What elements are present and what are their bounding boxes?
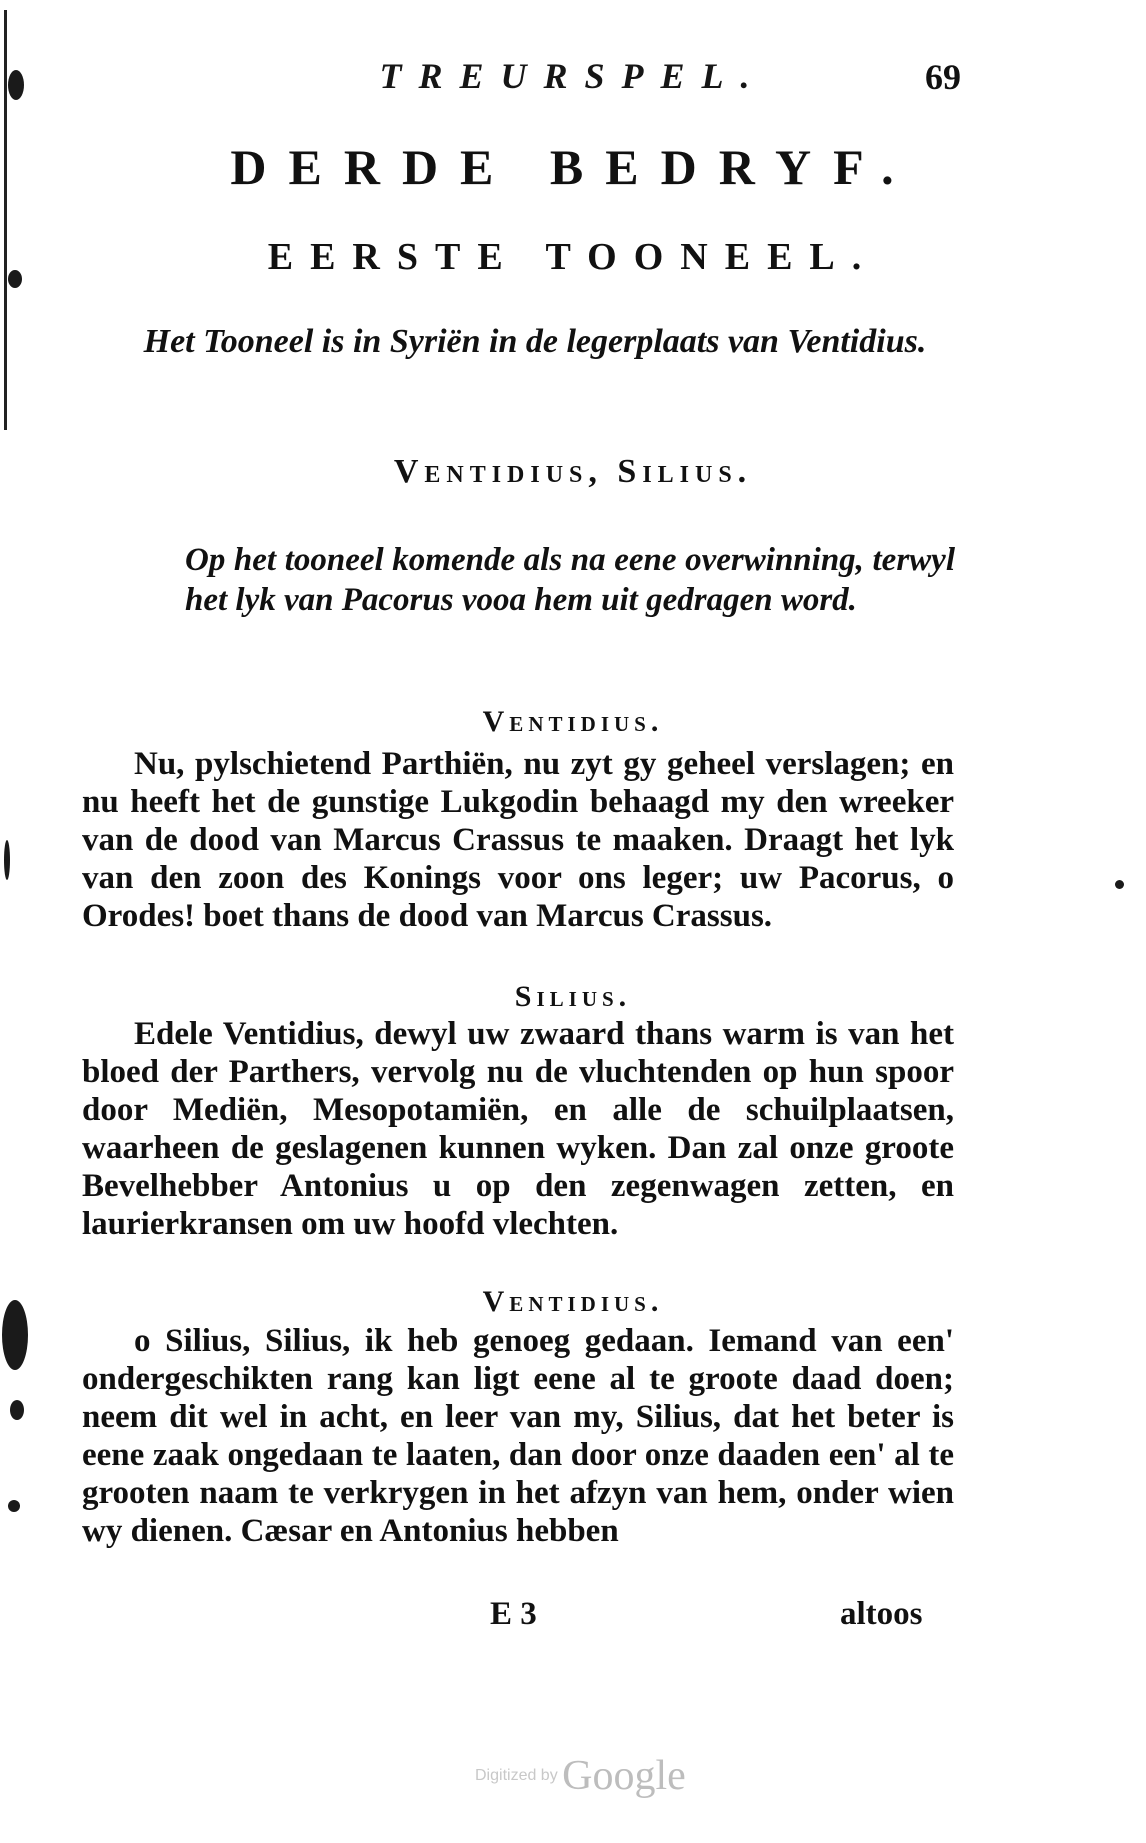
- stage-direction: Op het tooneel komende als na eene overwinning, terwyl het lyk van Pacorus vooa hem uit gedragen word.: [185, 542, 955, 618]
- scan-speck: [8, 1500, 20, 1512]
- scan-speck: [10, 1400, 24, 1420]
- page-number: 69: [925, 57, 961, 97]
- digitization-watermark: [475, 1752, 686, 1800]
- scan-speck: [1115, 880, 1124, 889]
- page-foot: [0, 1596, 1146, 1636]
- digitized-by-label: Digitized by: [475, 1767, 558, 1784]
- speaker-ventidius: Ventidius.: [482, 1285, 664, 1318]
- google-logo: Google: [562, 1753, 686, 1799]
- scene-setting: Het Tooneel is in Syriën in de legerplaats van Ventidius.: [143, 323, 927, 360]
- scene-title: EERSTE TOONEEL.: [267, 236, 879, 278]
- catchword: altoos: [840, 1596, 923, 1632]
- scan-speck: [4, 840, 10, 880]
- speaker-silius: Silius.: [514, 980, 632, 1013]
- speech-ventidius-2: o Silius, Silius, ik heb genoeg gedaan. Iemand van een' ondergeschikten rang kan ligt eene al te groote daad doen; neem dit wel in acht, en leer van my, Silius, dat het beter is eene zaak ongedaan te laaten, dan door onze daaden een' al te grooten naam te verkrygen in het afzyn van hem, onder wien wy dienen. Cæsar en Antonius hebben: [82, 1323, 954, 1549]
- characters-list: Ventidius, Silius.: [393, 453, 753, 490]
- speech-ventidius-1: Nu, pylschietend Parthiën, nu zyt gy geheel verslagen; en nu heeft het de gunstige Lukgodin behaagd my den wreeker van de dood van Marcus Crassus te maaken. Draagt het lyk van den zoon des Konings voor ons leger; uw Pacorus, o Orodes! boet thans de dood van Marcus Crassus.: [82, 746, 954, 934]
- speaker-ventidius: Ventidius.: [482, 705, 664, 738]
- signature-mark: E 3: [490, 1596, 537, 1632]
- running-head: TREURSPEL.: [379, 56, 767, 96]
- speech-silius: Edele Ventidius, dewyl uw zwaard thans warm is van het bloed der Parthers, vervolg nu de vluchtenden op hun spoor door Mediën, Mesopotamiën, en alle de schuilplaatsen, waarheen de geslagenen kunnen wyken. Dan zal onze groote Bevelhebber Antonius u op den zegenwagen zetten, en laurierkransen om uw hoofd vlechten.: [82, 1016, 954, 1242]
- act-title: DERDE BEDRYF.: [230, 139, 916, 195]
